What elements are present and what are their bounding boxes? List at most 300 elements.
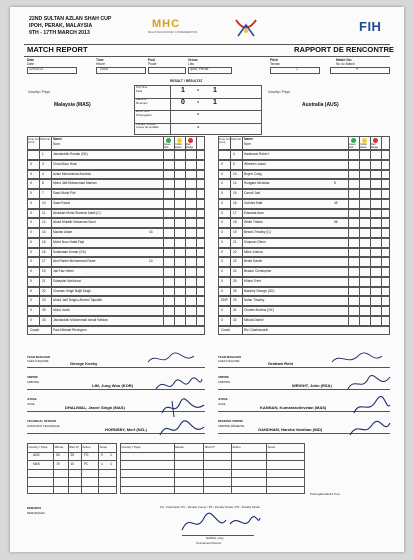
- result-row-label: Halftime: [136, 97, 147, 102]
- header-column-divider: [359, 136, 360, 150]
- title-rapport: RAPPORT DE RENCONTRE: [294, 45, 394, 54]
- row-column-divider: [174, 179, 175, 189]
- row-player-name: Boyne Craig: [244, 171, 262, 176]
- row-column-divider: [348, 160, 349, 170]
- score-table-row-line: [120, 477, 305, 478]
- row-column-divider: [51, 199, 52, 209]
- row-player-name: Gohdes Matt: [244, 200, 263, 205]
- row-shirt-no: 22: [233, 249, 237, 254]
- row-column-divider: [381, 150, 382, 160]
- score-table-col-line: [81, 443, 82, 494]
- time-label-fr: Heure: [96, 62, 105, 66]
- score-table-row-line: [27, 460, 117, 461]
- row-column-divider: [51, 189, 52, 199]
- row-played-mark: X: [221, 171, 224, 176]
- row-column-divider: [196, 228, 197, 238]
- score-table-header: Shot N°: [204, 444, 215, 449]
- row-column-divider: [370, 199, 371, 209]
- row-shirt-no: 15: [42, 239, 46, 244]
- umpire-right-name: WRIGHT, John (RSA): [292, 383, 332, 388]
- row-played-mark: X: [221, 191, 224, 195]
- coach-column-divider: [242, 326, 243, 336]
- row-column-divider: [370, 306, 371, 316]
- header-yellow-card-fr: Jaune: [175, 145, 182, 149]
- row-column-divider: [163, 277, 164, 287]
- score-home: 1: [101, 461, 103, 466]
- row-column-divider: [359, 296, 360, 306]
- row-played-mark: X: [221, 249, 224, 254]
- row-column-divider: [196, 179, 197, 189]
- row-column-divider: [348, 296, 349, 306]
- row-player-name: Carroll Joel: [244, 191, 261, 195]
- row-column-divider: [348, 316, 349, 326]
- row-column-divider: [174, 267, 175, 277]
- row-shirt-no: 7: [42, 191, 44, 195]
- row-played-mark: X: [221, 259, 224, 264]
- row-played-mark: X: [221, 200, 224, 205]
- row-played-mark: X: [221, 230, 224, 234]
- legend: FG - Field Goal / PC - Penalty Corner / PS - Penalty Stroke / PS - Penalty Stroke: [160, 505, 260, 509]
- row-column-divider: [39, 257, 40, 267]
- row-column-divider: [381, 199, 382, 209]
- event-dates: 9TH - 17TH MARCH 2013: [29, 30, 90, 36]
- header-column-divider: [242, 136, 243, 150]
- row-played-mark: X: [30, 200, 33, 205]
- sultan-azlan-shah-logo: [232, 17, 260, 39]
- home-manager-label: TEAM MANAGER: [27, 355, 51, 359]
- row-column-divider: [381, 248, 382, 258]
- umpire-right-signature: [346, 373, 392, 393]
- result-row-label: Extra Time: [136, 109, 150, 114]
- row-column-divider: [51, 287, 52, 297]
- row-shirt-no: 10: [42, 200, 46, 205]
- judge-right-name: KANNAN, Kumarasvilevelan (MAS): [260, 405, 327, 410]
- judge-left-signature: [160, 397, 206, 419]
- row-column-divider: [185, 248, 186, 258]
- away-manager-label-fr: CHEF D'EQUIPE: [218, 359, 240, 363]
- header-column-divider: [381, 136, 382, 150]
- score-table-col-line: [231, 443, 232, 494]
- row-column-divider: [174, 316, 175, 326]
- row-column-divider: [174, 170, 175, 180]
- mhc-logo: [146, 18, 198, 40]
- row-column-divider: [163, 267, 164, 277]
- row-column-divider: [230, 179, 231, 189]
- row-player-name: White Tristan: [244, 220, 263, 225]
- row-column-divider: [230, 150, 231, 160]
- row-player-name: Sulaimaan Kumar (GK): [53, 249, 86, 254]
- row-column-divider: [51, 296, 52, 306]
- row-column-divider: [359, 218, 360, 228]
- row-shirt-no: 26: [233, 288, 237, 293]
- row-column-divider: [370, 257, 371, 267]
- technical-officer-label-fr: ASSISTANT TECHNIQUE: [27, 424, 60, 428]
- score-table-header: Shot N°: [69, 444, 79, 449]
- row-shirt-no: 26: [42, 308, 46, 312]
- row-column-divider: [359, 150, 360, 160]
- row-column-divider: [51, 150, 52, 160]
- director-title: Tournament Director: [196, 541, 222, 545]
- row-column-divider: [348, 209, 349, 219]
- row-player-name: Abdullah Mohd Shahrun Nabil (C): [53, 210, 101, 215]
- row-column-divider: [51, 209, 52, 219]
- row-column-divider: [163, 199, 164, 209]
- row-player-name: Mohd Jalil Muhammad Marhan: [53, 181, 97, 186]
- away-manager-name: Graham Reid: [268, 361, 293, 366]
- row-goals: 45: [334, 200, 338, 205]
- row-column-divider: [51, 267, 52, 277]
- row-column-divider: [39, 267, 40, 277]
- row-column-divider: [230, 257, 231, 267]
- score-away: 1: [110, 461, 112, 466]
- row-played-mark: X: [30, 220, 33, 225]
- row-played-mark: X: [30, 181, 33, 186]
- home-country: Malaysia (MAS): [54, 102, 91, 108]
- header-yellow-card: Yellow: [175, 143, 182, 146]
- pool-label: Pool: [148, 58, 156, 62]
- row-column-divider: [359, 306, 360, 316]
- venue-label-fr: Lieu: [188, 62, 195, 66]
- row-column-divider: [51, 228, 52, 238]
- row-shirt-no: 4: [42, 171, 44, 176]
- row-column-divider: [39, 296, 40, 306]
- row-player-name: Beaton Christopher: [244, 269, 272, 273]
- score-action: PC: [84, 461, 89, 466]
- venue-label: Venue: [188, 58, 198, 62]
- row-goals: 43: [149, 230, 153, 234]
- row-column-divider: [242, 160, 243, 170]
- row-column-divider: [381, 316, 382, 326]
- row-played-mark: X: [30, 298, 33, 303]
- header-name: Name: [244, 137, 253, 141]
- score-table-row-line: [27, 477, 117, 478]
- row-column-divider: [174, 257, 175, 267]
- score-table-header: Minute: [54, 444, 64, 449]
- row-column-divider: [359, 257, 360, 267]
- umpire-label-fr-right: ARBITRE: [218, 380, 231, 384]
- row-played-mark: X: [30, 259, 33, 264]
- row-column-divider: [359, 170, 360, 180]
- row-shirt-no: 1: [42, 152, 44, 156]
- row-column-divider: [370, 287, 371, 297]
- umpire-left-name: LIM, Jung Woo (KOR): [92, 383, 134, 388]
- row-column-divider: [230, 287, 231, 297]
- row-column-divider: [348, 170, 349, 180]
- row-shirt-no: 16: [42, 249, 46, 254]
- row-played-mark: X: [30, 269, 33, 273]
- row-column-divider: [370, 316, 371, 326]
- score-minute: 54: [56, 453, 60, 457]
- row-column-divider: [348, 257, 349, 267]
- row-column-divider: [381, 170, 382, 180]
- row-column-divider: [230, 238, 231, 248]
- row-player-name: Jamaluddin Muhammad Ismail Hafizan: [53, 317, 108, 322]
- umpire-left-signature: [154, 375, 204, 395]
- hockey-sticks-icon: [232, 17, 260, 39]
- score-table-header: Country / Pays: [28, 444, 48, 449]
- row-column-divider: [242, 277, 243, 287]
- header-column-divider: [174, 136, 175, 150]
- row-column-divider: [242, 238, 243, 248]
- row-column-divider: [359, 228, 360, 238]
- row-player-name: Hillam Trent: [244, 278, 262, 283]
- result-home-score: 1: [181, 87, 185, 94]
- row-column-divider: [230, 170, 231, 180]
- header-name: Name: [53, 137, 62, 141]
- row-played-mark: X: [221, 181, 224, 186]
- fih-logo: FIH: [359, 19, 382, 34]
- row-column-divider: [359, 287, 360, 297]
- header-column-divider: [348, 136, 349, 150]
- row-column-divider: [348, 218, 349, 228]
- header-column-divider: [196, 136, 197, 150]
- header-yellow-card-fr: Jaune: [360, 145, 367, 149]
- row-shirt-no: 22: [42, 288, 46, 293]
- row-played-mark: X: [221, 239, 224, 244]
- date-label-fr: Date: [27, 62, 34, 66]
- score-shot-no: 25: [70, 453, 75, 457]
- result-separator: -: [197, 99, 200, 107]
- row-column-divider: [163, 238, 164, 248]
- header-column-divider: [185, 136, 186, 150]
- row-column-divider: [174, 228, 175, 238]
- row-column-divider: [51, 179, 52, 189]
- judge-label-fr-left: JUGE: [27, 402, 35, 406]
- row-column-divider: [359, 248, 360, 258]
- header-name-fr: Nom: [53, 142, 60, 146]
- row-player-name: Jamaluddin Roslan (GK): [53, 152, 88, 156]
- row-column-divider: [39, 228, 40, 238]
- row-column-divider: [39, 316, 40, 326]
- row-column-divider: [381, 179, 382, 189]
- row-played-mark: X: [30, 288, 33, 293]
- header-time-on: Time On (min): [28, 137, 39, 144]
- row-shirt-no: 6: [42, 181, 44, 186]
- row-column-divider: [174, 306, 175, 316]
- pitch-label-fr: Terrain: [270, 62, 281, 66]
- row-shirt-no: 21: [233, 239, 237, 244]
- row-player-name: Rudgard Nicholas: [244, 181, 270, 186]
- row-shirt-no: 32: [233, 317, 237, 322]
- match-no-value: 9: [356, 67, 358, 71]
- score-shot-no: 10: [70, 461, 75, 466]
- result-row-label: Penalty Strokes: [136, 121, 156, 126]
- row-column-divider: [196, 150, 197, 160]
- row-column-divider: [51, 160, 52, 170]
- row-played-mark: X: [221, 161, 224, 166]
- row-played-mark: X: [30, 171, 33, 176]
- row-played-mark: X: [221, 220, 224, 225]
- row-shirt-no: 19: [42, 269, 46, 273]
- score-country: MAS: [33, 461, 40, 466]
- row-column-divider: [242, 218, 243, 228]
- row-played-mark: X: [221, 317, 224, 322]
- technical-officer-signature: [158, 417, 206, 441]
- row-column-divider: [196, 170, 197, 180]
- row-column-divider: [242, 287, 243, 297]
- match-no-label-fr: No du Match: [336, 62, 355, 66]
- row-column-divider: [196, 160, 197, 170]
- row-shirt-no: 30: [42, 317, 46, 322]
- row-shirt-no: 23: [233, 259, 237, 264]
- row-column-divider: [381, 218, 382, 228]
- row-shirt-no: 12: [42, 220, 46, 225]
- header-red-card-fr: Rouge: [186, 145, 194, 149]
- row-column-divider: [230, 218, 231, 228]
- score-home: 0: [101, 453, 103, 457]
- away-country: Australia (AUS): [302, 102, 339, 108]
- row-column-divider: [242, 209, 243, 219]
- row-column-divider: [196, 296, 197, 306]
- score-table-row-line: [120, 486, 305, 487]
- row-shirt-no: 14: [233, 181, 237, 186]
- row-player-name: Abd Rahim Muhammad Razie: [53, 259, 96, 264]
- score-table-header: Score: [99, 444, 108, 449]
- row-column-divider: [196, 316, 197, 326]
- away-country-label: Country / Pays: [268, 90, 290, 94]
- judge-left-name: DHALIWAL, Jasvir Singh (MAS): [65, 405, 125, 410]
- row-column-divider: [196, 238, 197, 248]
- row-column-divider: [381, 257, 382, 267]
- row-column-divider: [39, 238, 40, 248]
- home-manager-label-fr: CHEF D'EQUIPE: [27, 359, 49, 363]
- row-column-divider: [39, 189, 40, 199]
- row-column-divider: [370, 160, 371, 170]
- score-action: FG: [84, 453, 89, 457]
- score-table-header: Minute: [175, 444, 184, 449]
- row-column-divider: [51, 316, 52, 326]
- coach-label: Coach: [30, 327, 40, 332]
- row-column-divider: [39, 160, 40, 170]
- judge-label-left: JUDGE: [27, 397, 37, 401]
- row-shirt-no: 4: [233, 152, 235, 156]
- row-column-divider: [174, 150, 175, 160]
- row-player-name: Miles Joshua: [244, 249, 263, 254]
- score-table-row-line: [27, 486, 117, 487]
- row-column-divider: [51, 238, 52, 248]
- row-column-divider: [242, 189, 243, 199]
- row-column-divider: [163, 160, 164, 170]
- result-row-label: Full Time: [136, 85, 148, 89]
- row-column-divider: [196, 209, 197, 219]
- row-column-divider: [163, 248, 164, 258]
- reserve-umpire-label-fr: ARBITRE RÉSERVE: [218, 424, 245, 428]
- header-red-card-fr: Rouge: [371, 145, 379, 149]
- row-column-divider: [381, 189, 382, 199]
- row-column-divider: [39, 306, 40, 316]
- row-shirt-no: 3: [42, 161, 44, 166]
- mhc-logo-subtitle: MALAYSIAN HOCKEY CONFEDERATION: [148, 31, 198, 34]
- row-column-divider: [370, 218, 371, 228]
- row-column-divider: [51, 218, 52, 228]
- row-column-divider: [230, 189, 231, 199]
- event-title: 22ND SULTAN AZLAN SHAH CUP: [29, 16, 112, 22]
- score-table-row-line: [120, 460, 305, 461]
- row-column-divider: [163, 189, 164, 199]
- row-column-divider: [230, 248, 231, 258]
- row-column-divider: [163, 150, 164, 160]
- row-column-divider: [348, 306, 349, 316]
- row-player-name: Charter Andrew (GK): [244, 308, 274, 312]
- event-location: IPOH, PERAK, MALAYSIA: [29, 23, 93, 29]
- row-column-divider: [51, 170, 52, 180]
- row-played-mark: X: [30, 210, 33, 215]
- row-played-mark: X: [221, 269, 224, 273]
- pool-label-fr: Poule: [148, 62, 157, 66]
- score-table-header: Action: [232, 444, 241, 449]
- score-table-row-line: [120, 452, 305, 453]
- row-column-divider: [230, 306, 231, 316]
- row-played-mark: X: [30, 161, 33, 166]
- umpire-label-right: UMPIRE: [218, 375, 229, 379]
- row-column-divider: [185, 209, 186, 219]
- row-column-divider: [230, 209, 231, 219]
- row-column-divider: [370, 238, 371, 248]
- row-column-divider: [230, 316, 231, 326]
- row-column-divider: [370, 296, 371, 306]
- row-column-divider: [39, 218, 40, 228]
- row-column-divider: [348, 248, 349, 258]
- row-column-divider: [51, 277, 52, 287]
- row-column-divider: [196, 287, 197, 297]
- time-value: 2000: [100, 67, 108, 71]
- header-green-card-fr: Vert: [164, 145, 169, 149]
- result-away-score: 1: [213, 99, 217, 107]
- header-column-divider: [370, 136, 371, 150]
- row-column-divider: [185, 228, 186, 238]
- row-column-divider: [163, 316, 164, 326]
- home-manager-name: George Koshy: [70, 361, 98, 366]
- row-column-divider: [242, 316, 243, 326]
- score-table-header: Country / Pays: [121, 444, 141, 449]
- director-name: MARSH, Gary: [206, 536, 224, 540]
- row-column-divider: [230, 296, 231, 306]
- row-shirt-no: 18: [233, 220, 237, 225]
- result-row-label-fr: Final: [136, 88, 143, 93]
- row-column-divider: [242, 150, 243, 160]
- row-column-divider: [174, 218, 175, 228]
- row-column-divider: [348, 150, 349, 160]
- result-column-divider: [170, 85, 171, 135]
- row-column-divider: [348, 189, 349, 199]
- row-column-divider: [185, 238, 186, 248]
- row-played-mark: X: [30, 249, 33, 254]
- row-column-divider: [185, 257, 186, 267]
- row-column-divider: [348, 199, 349, 209]
- header-green-card-fr: Vert: [349, 145, 354, 149]
- row-column-divider: [163, 306, 164, 316]
- pitch-label: Pitch: [270, 58, 279, 62]
- row-column-divider: [163, 179, 164, 189]
- row-played-mark: X: [221, 308, 224, 312]
- row-column-divider: [242, 296, 243, 306]
- coach-name: Paul Michael Revington: [53, 327, 87, 332]
- date-value: 12/03/13: [29, 67, 43, 71]
- umpire-label-left: UMPIRE: [27, 375, 38, 379]
- umpire-label-fr-left: ARBITRE: [27, 380, 40, 384]
- mhc-logo-text: MHC: [152, 18, 181, 30]
- row-column-divider: [242, 306, 243, 316]
- judge-label-right: JUDGE: [218, 397, 228, 401]
- coach-column-divider: [51, 326, 52, 336]
- row-played-mark: X: [30, 191, 33, 195]
- row-column-divider: [185, 199, 186, 209]
- home-manager-signature: [146, 350, 196, 368]
- row-column-divider: [39, 150, 40, 160]
- time-label: Time: [96, 58, 104, 62]
- result-row-label-fr: Coups de pénalité: [136, 125, 159, 130]
- row-column-divider: [370, 228, 371, 238]
